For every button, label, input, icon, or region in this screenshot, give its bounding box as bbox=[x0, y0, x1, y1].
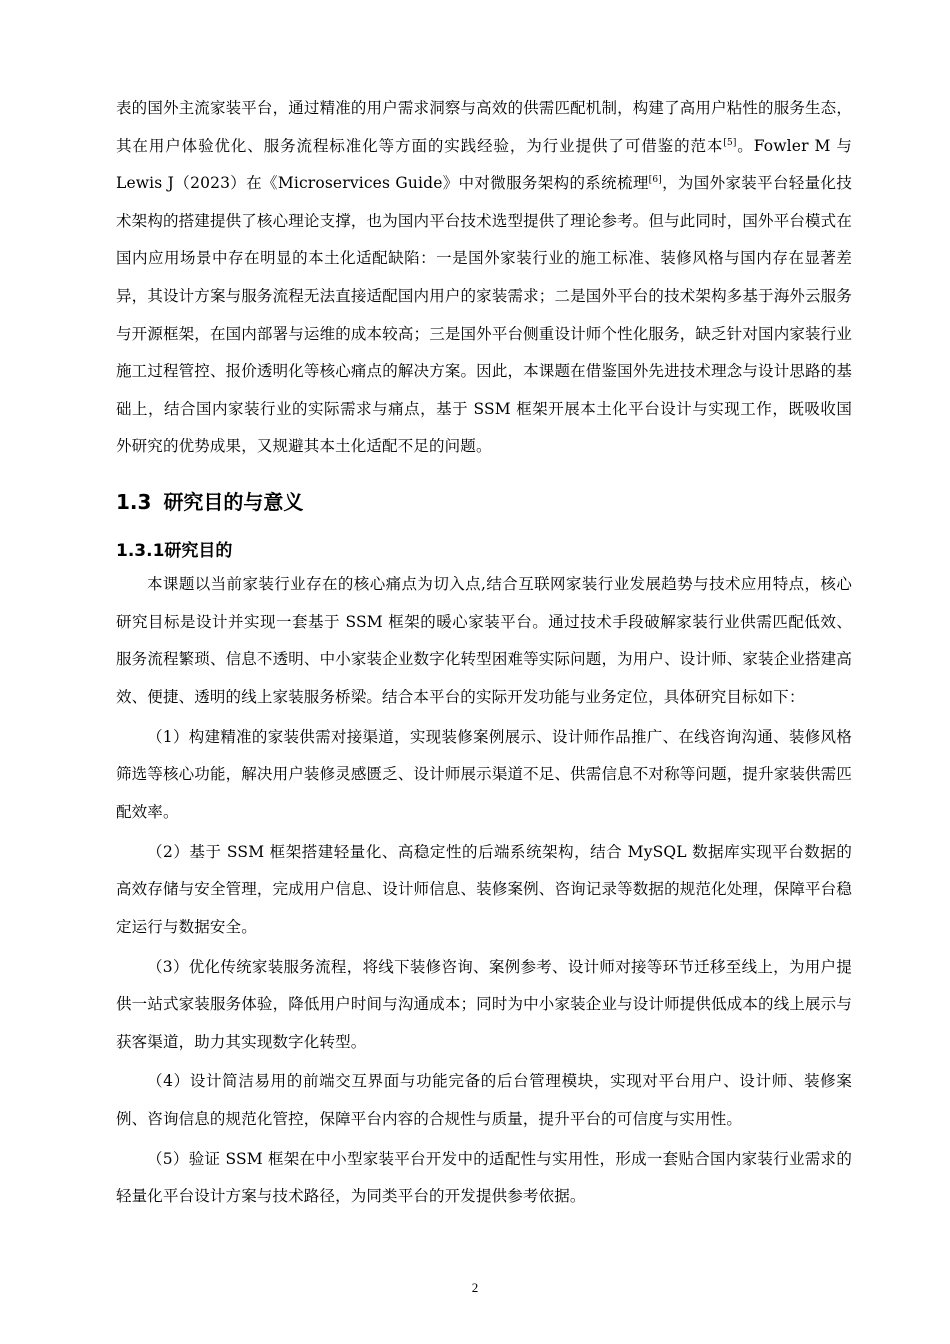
citation-6: [6] bbox=[648, 175, 662, 186]
continuation-text-3: ，为国外家装平台轻量化技术架构的搭建提供了核心理论支撑，也为国内平台技术选型提供了理论参考。但与此同时，国外平台模式在国内应用场景中存在明显的本土化适配缺陷：一是国外家装行业的施工标准、装修风格与国内存在显著差异，其设计方案与服务流程无法直接适配国内用户的家装需求；二是国外平台的技术架构多基于海外云服务与开源框架，在国内部署与运维的成本较高；三是国外平台侧重设计师个性化服务，缺乏针对国内家装行业施工过程管控、报价透明化等核心痛点的解决方案。因此，本课题在借鉴国外先进技术理念与设计思路的基础上，结合国内家装行业的实际需求与痛点，基于 SSM 框架开展本土化平台设计与实现工作，既吸收国外研究的优势成果，又规避其本土化适配不足的问题。 bbox=[116, 174, 852, 456]
subsection-heading: 1.3.1研究目的 bbox=[116, 541, 233, 561]
section-heading bbox=[116, 485, 303, 519]
goal-item-1: （1）构建精准的家装供需对接渠道，实现装修案例展示、设计师作品推广、在线咨询沟通、装修风格筛选等核心功能，解决用户装修灵感匮乏、设计师展示渠道不足、供需信息不对称等问题，提升家装供需匹配效率。 bbox=[116, 727, 852, 821]
goal-item-5: （5）验证 SSM 框架在中小型家装平台开发中的适配性与实用性，形成一套贴合国内家装行业需求的轻量化平台设计方案与技术路径，为同类平台的开发提供参考依据。 bbox=[116, 1149, 852, 1206]
section-number: 1.3 bbox=[116, 490, 152, 514]
goal-item-4: （4）设计简洁易用的前端交互界面与功能完备的后台管理模块，实现对平台用户、设计师、装修案例、咨询信息的规范化管控，保障平台内容的合规性与质量，提升平台的可信度与实用性。 bbox=[116, 1072, 852, 1129]
intro-paragraph: 本课题以当前家装行业存在的核心痛点为切入点,结合互联网家装行业发展趋势与技术应用特点，核心研究目标是设计并实现一套基于 SSM 框架的暖心家装平台。通过技术手段破解家装行业供需匹配低效、服务流程繁琐、信息不透明、中小家装企业数字化转型困难等实际问题，为用户、设计师、家装企业搭建高效、便捷、透明的线上家装服务桥梁。结合本平台的实际开发功能与业务定位，具体研究目标如下： bbox=[116, 575, 852, 706]
page-number: 2 bbox=[471, 1280, 479, 1295]
goal-item-3: （3）优化传统家装服务流程，将线下装修咨询、案例参考、设计师对接等环节迁移至线上，为用户提供一站式家装服务体验，降低用户时间与沟通成本；同时为中小家装企业与设计师提供低成本的线上展示与获客渠道，助力其实现数字化转型。 bbox=[116, 957, 852, 1051]
citation-5: [5] bbox=[723, 137, 737, 148]
continuation-paragraph bbox=[116, 90, 852, 466]
continuation-text-2: 。Fowler M 与 Lewis J（2023）在《Microservices Guide》中对微服务架构的系统梳理 bbox=[116, 136, 852, 193]
continuation-text-1: 表的国外主流家装平台，通过精准的用户需求洞察与高效的供需匹配机制，构建了高用户粘性的服务生态，其在用户体验优化、服务流程标准化等方面的实践经验，为行业提供了可借鉴的范本 bbox=[116, 99, 852, 155]
section-title: 研究目的与意义 bbox=[163, 490, 304, 514]
research-goals-body bbox=[116, 566, 852, 1216]
goal-item-2: （2）基于 SSM 框架搭建轻量化、高稳定性的后端系统架构，结合 MySQL 数据库实现平台数据的高效存储与安全管理，完成用户信息、设计师信息、装修案例、咨询记录等数据的规范化处理，保障平台稳定运行与数据安全。 bbox=[116, 842, 852, 936]
